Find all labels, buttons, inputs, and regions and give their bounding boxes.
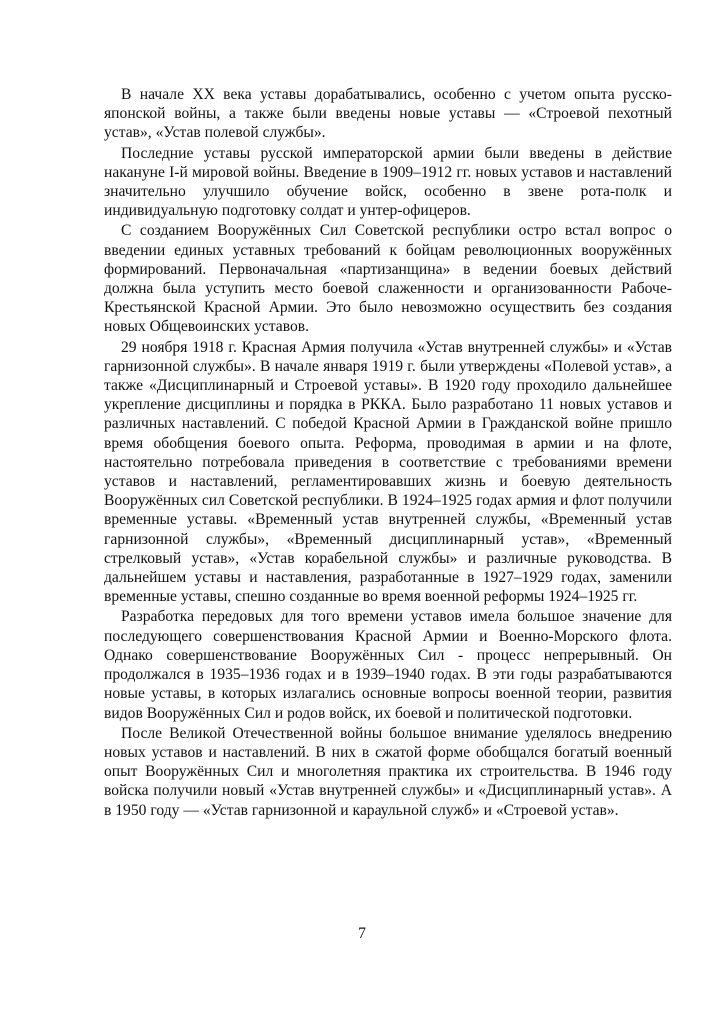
paragraph: Разработка передовых для того времени уставов имела большое значение для последующего совершенствования Красной Армии и Военно-Морского флота. Однако совершенствование Вооружённых Сил - процесс непрерывный. Он продолжался в 1935–1936 годах и в 1939–1940 годах. В эти годы разрабатываются новые уставы, в которых излагались основные вопросы военной теории, развития видов Вооружённых Сил и родов войск, их боевой и политической подготовки.: [104, 608, 672, 722]
document-body: [104, 85, 672, 820]
paragraph: После Великой Отечественной войны большое внимание уделялось внедрению новых уставов и наставлений. В них в сжатой форме обобщался богатый военный опыт Вооружённых Сил и многолетняя практика их строительства. В 1946 году войска получили новый «Устав внутренней службы» и «Дисциплинарный устав». А в 1950 году — «Устав гарнизонной и караульной служб» и «Строевой устав».: [104, 724, 672, 819]
paragraph: С созданием Вооружённых Сил Советской республики остро встал вопрос о введении единых уставных требований к бойцам революционных вооружённых формирований. Первоначальная «партизанщина» в ведении боевых действий должна была уступить место боевой слаженности и организованности Рабоче-Крестьянской Красной Армии. Это было невозможно осуществить без создания новых Общевоинских уставов.: [104, 222, 672, 336]
paragraph: 29 ноября 1918 г. Красная Армия получила «Устав внутренней службы» и «Устав гарнизонной службы». В начале января 1919 г. были утверждены «Полевой устав», а также «Дисциплинарный и Строевой уставы». В 1920 году проходило дальнейшее укрепление дисциплины и порядка в РККА. Было разработано 11 новых уставов и различных наставлений. С победой Красной Армии в Гражданской войне пришло время обобщения боевого опыта. Реформа, проводимая в армии и на флоте, настоятельно потребовала приведения в соответствие с требованиями времени уставов и наставлений, регламентировавших жизнь и боевую деятельность Вооружённых сил Советской республики. В 1924–1925 годах армия и флот получили временные уставы. «Временный устав внутренней службы, «Временный устав гарнизонной службы», «Временный дисциплинарный устав», «Временный стрелковый устав», «Устав корабельной службы» и различные руководства. В дальнейшем уставы и наставления, разработанные в 1927–1929 годах, заменили временные уставы, спешно созданные во время военной реформы 1924–1925 гг.: [104, 338, 672, 606]
page-number: 7: [358, 925, 366, 942]
paragraph: В начале XX века уставы дорабатывались, особенно с учетом опыта русско-японской войны, а также были введены новые уставы — «Строевой пехотный устав», «Устав полевой службы».: [104, 86, 672, 142]
paragraph: Последние уставы русской императорской армии были введены в действие накануне I-й мировой войны. Введение в 1909–1912 гг. новых уставов и наставлений значительно улучшило обучение войск, особенно в звене рота-полк и индивидуальную подготовку солдат и унтер-офицеров.: [104, 144, 672, 220]
